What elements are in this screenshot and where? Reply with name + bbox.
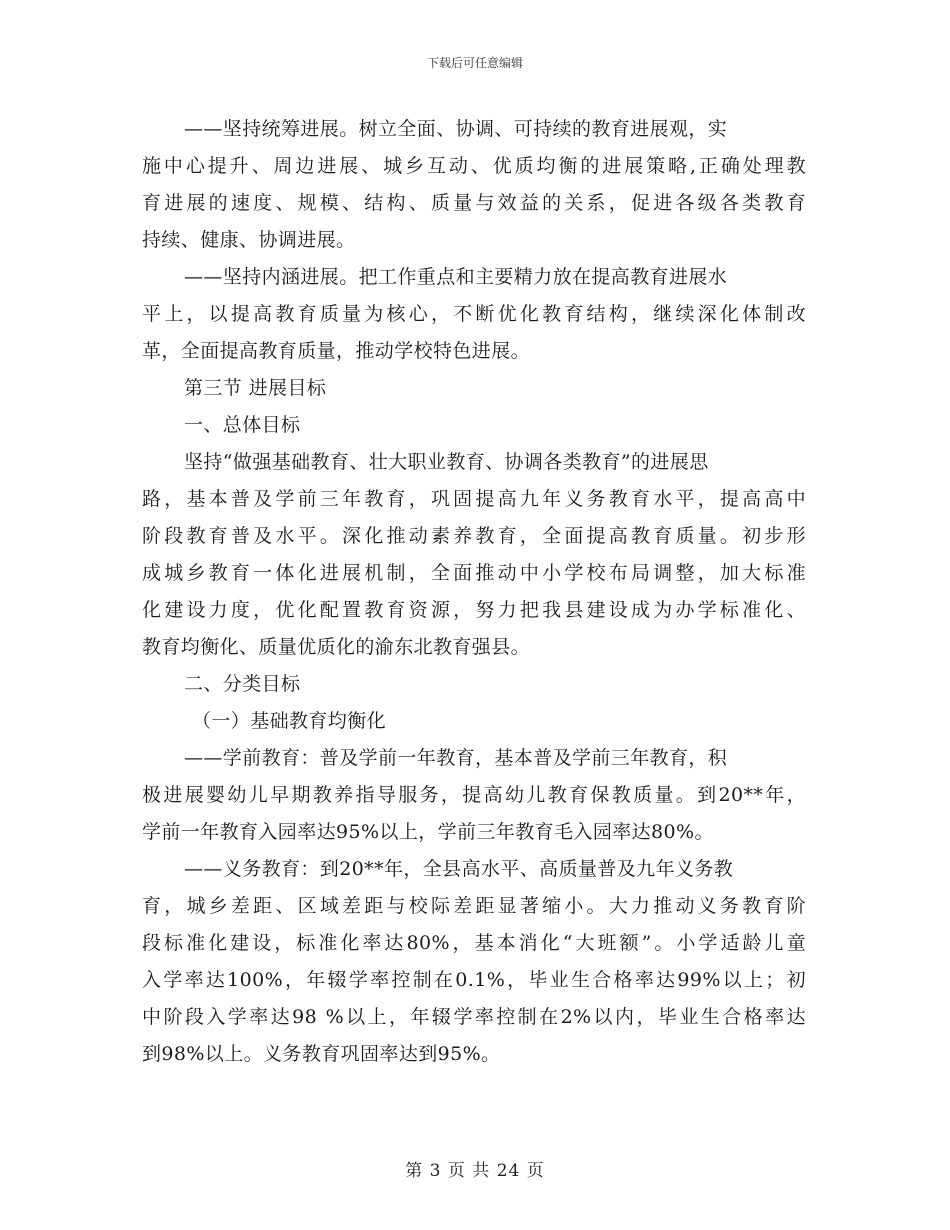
page-header: 下载后可任意编辑 — [426, 56, 523, 70]
subsection-heading: （一）基础教育均衡化 — [192, 710, 387, 732]
paragraph-line: 路，基本普及学前三年教育，巩固提高九年义务教育水平，提高高中 — [142, 488, 806, 510]
subsection-heading: 一、总体目标 — [184, 414, 301, 436]
paragraph-line: 化建设力度，优化配置教育资源，努力把我县建设成为办学标准化、 — [142, 599, 806, 621]
paragraph-line: ——坚持内涵进展。把工作重点和主要精力放在提高教育进展水 — [184, 266, 728, 288]
paragraph-line: 革，全面提高教育质量，推动学校特色进展。 — [142, 340, 531, 362]
paragraph-line: 入学率达100%，年辍学率控制在0.1%，毕业生合格率达99%以上；初 — [142, 969, 806, 991]
paragraph-line: 成城乡教育一体化进展机制，全面推动中小学校布局调整，加大标准 — [142, 562, 806, 584]
paragraph-line: 中阶段入学率达98 %以上，年辍学率控制在2%以内，毕业生合格率达 — [142, 1006, 806, 1028]
paragraph-line: 施中心提升、周边进展、城乡互动、优质均衡的进展策略,正确处理教 — [142, 155, 806, 177]
paragraph-line: 坚持“做强基础教育、壮大职业教育、协调各类教育”的进展思 — [184, 451, 709, 473]
paragraph-line: ——义务教育：到20**年，全县高水平、高质量普及九年义务教 — [184, 858, 734, 880]
paragraph-line: 极进展婴幼儿早期教养指导服务，提高幼儿教育保教质量。到20**年， — [142, 784, 806, 806]
paragraph-line: 育进展的速度、规模、结构、质量与效益的关系，促进各级各类教育 — [142, 192, 806, 214]
section-heading: 第三节 进展目标 — [184, 377, 327, 399]
paragraph-line: ——坚持统筹进展。树立全面、协调、可持续的教育进展观，实 — [184, 118, 728, 140]
paragraph-line: 平上，以提高教育质量为核心，不断优化教育结构，继续深化体制改 — [142, 303, 806, 325]
paragraph-line: 学前一年教育入园率达95%以上，学前三年教育毛入园率达80%。 — [142, 821, 714, 843]
paragraph-line: 阶段教育普及水平。深化推动素养教育，全面提高教育质量。初步形 — [142, 525, 806, 547]
paragraph-line: 段标准化建设，标准化率达80%，基本消化“大班额”。小学适龄儿童 — [142, 932, 806, 954]
paragraph-line: ——学前教育：普及学前一年教育，基本普及学前三年教育，积 — [184, 747, 728, 769]
paragraph-line: 到98%以上。义务教育巩固率达到95%。 — [142, 1043, 501, 1065]
paragraph-line: 教育均衡化、质量优质化的渝东北教育强县。 — [142, 636, 531, 658]
subsection-heading: 二、分类目标 — [184, 673, 301, 695]
paragraph-line: 育，城乡差距、区域差距与校际差距显著缩小。大力推动义务教育阶 — [142, 895, 806, 917]
page-footer: 第 3 页 共 24 页 — [405, 1161, 545, 1181]
paragraph-line: 持续、健康、协调进展。 — [142, 229, 356, 251]
document-body — [142, 111, 806, 1073]
